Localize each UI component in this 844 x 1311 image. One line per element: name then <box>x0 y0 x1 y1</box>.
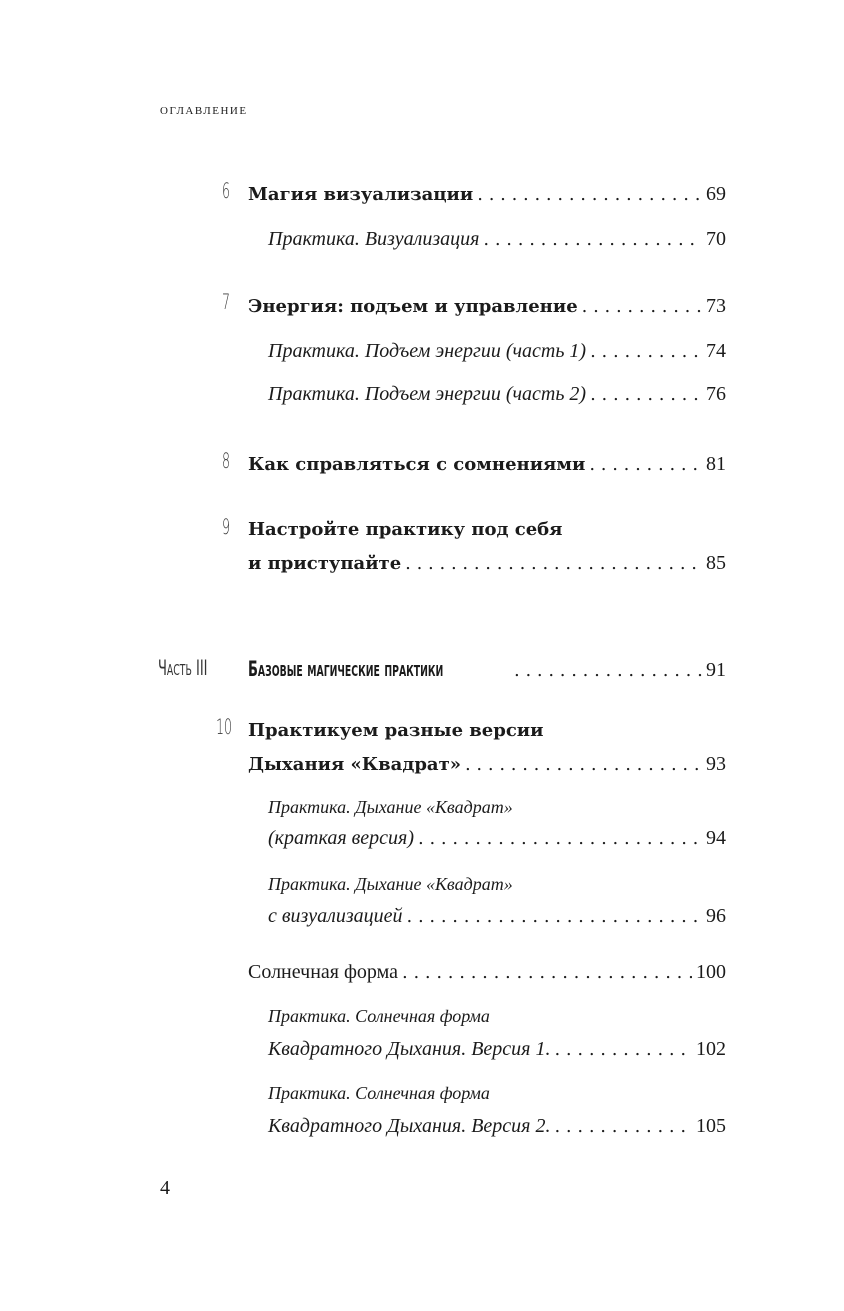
leader-dots <box>590 340 702 364</box>
toc-entry-title: Дыхания «Квадрат» <box>248 754 461 775</box>
toc-entry-practice[interactable] <box>268 826 726 851</box>
toc-entry-practice[interactable] <box>268 339 726 364</box>
leader-dots <box>407 905 702 929</box>
leader-dots <box>477 183 702 207</box>
toc-entry-title: Магия визуализации <box>248 184 474 205</box>
toc-page-number: 85 <box>706 552 726 574</box>
chapter-number: 10 <box>216 715 233 739</box>
toc-entry-practice[interactable] <box>268 1037 726 1062</box>
leader-dots <box>554 1115 692 1139</box>
toc-page-number: 70 <box>706 228 726 250</box>
leader-dots <box>405 552 702 576</box>
toc-entry-title: Солнечная форма <box>248 961 399 983</box>
toc-entry-title-line: Практика. Дыхание «Квадрат» <box>268 874 513 894</box>
toc-entry-title-line: Настройте практику под себя <box>248 519 563 540</box>
toc-page-number: 94 <box>706 827 726 849</box>
part-title: Базовые магические практики <box>248 657 444 681</box>
toc-entry-title-line: Практика. Дыхание «Квадрат» <box>268 797 513 817</box>
toc-page-number: 74 <box>706 340 726 362</box>
leader-dots <box>582 295 702 319</box>
leader-dots <box>589 453 702 477</box>
toc-page-number: 96 <box>706 905 726 927</box>
toc-page-number: 81 <box>706 453 726 475</box>
chapter-number: 7 <box>222 290 231 314</box>
toc-entry-title-line: Практикуем разные версии <box>248 720 544 741</box>
leader-dots <box>418 827 702 851</box>
toc-entry-practice[interactable] <box>268 904 726 929</box>
chapter-number: 9 <box>222 515 231 539</box>
toc-entry-title: Энергия: подъем и управление <box>248 296 578 317</box>
leader-dots <box>465 753 702 777</box>
chapter-number: 6 <box>222 179 231 203</box>
toc-entry-chapter-6[interactable] <box>248 182 726 207</box>
toc-page-number: 73 <box>706 295 726 317</box>
toc-entry-title: Как справляться с сомнениями <box>248 454 586 475</box>
toc-entry-practice[interactable] <box>268 1114 726 1139</box>
toc-entry-practice[interactable] <box>268 227 726 252</box>
toc-page-number: 100 <box>696 961 726 983</box>
toc-entry-title: Практика. Подъем энергии (часть 2) <box>268 383 587 405</box>
toc-entry-chapter-9[interactable] <box>248 551 726 576</box>
leader-dots <box>590 383 702 407</box>
toc-page-number: 93 <box>706 753 726 775</box>
toc-entry-practice[interactable] <box>268 382 726 407</box>
leader-dots <box>514 659 702 683</box>
toc-entry-title: Практика. Визуализация <box>268 228 480 250</box>
toc-page-number: 102 <box>696 1038 726 1060</box>
part-label: Часть III <box>158 656 208 680</box>
page-number: 4 <box>160 1177 170 1199</box>
running-head: оглавление <box>160 102 248 118</box>
toc-entry-title: и приступайте <box>248 553 402 574</box>
toc-entry-title: Практика. Подъем энергии (часть 1) <box>268 340 587 362</box>
toc-entry-part-3[interactable] <box>248 657 726 683</box>
toc-page-number: 69 <box>706 183 726 205</box>
toc-entry-title: Квадратного Дыхания. Версия 1. <box>268 1038 551 1060</box>
leader-dots <box>483 228 702 252</box>
toc-entry-chapter-10[interactable] <box>248 752 726 777</box>
toc-entry-chapter-7[interactable] <box>248 294 726 319</box>
toc-entry-title-line: Практика. Солнечная форма <box>268 1006 490 1026</box>
toc-entry-section[interactable] <box>248 960 726 985</box>
toc-page-number: 76 <box>706 383 726 405</box>
toc-page-number: 91 <box>706 659 726 681</box>
toc-entry-chapter-8[interactable] <box>248 452 726 477</box>
toc-entry-title: с визуализацией <box>268 905 403 927</box>
toc-page-number: 105 <box>696 1115 726 1137</box>
leader-dots <box>554 1038 692 1062</box>
leader-dots <box>402 961 692 985</box>
toc-entry-title: Квадратного Дыхания. Версия 2. <box>268 1115 551 1137</box>
chapter-number: 8 <box>222 449 231 473</box>
toc-entry-title-line: Практика. Солнечная форма <box>268 1083 490 1103</box>
toc-entry-title: (краткая версия) <box>268 827 415 849</box>
